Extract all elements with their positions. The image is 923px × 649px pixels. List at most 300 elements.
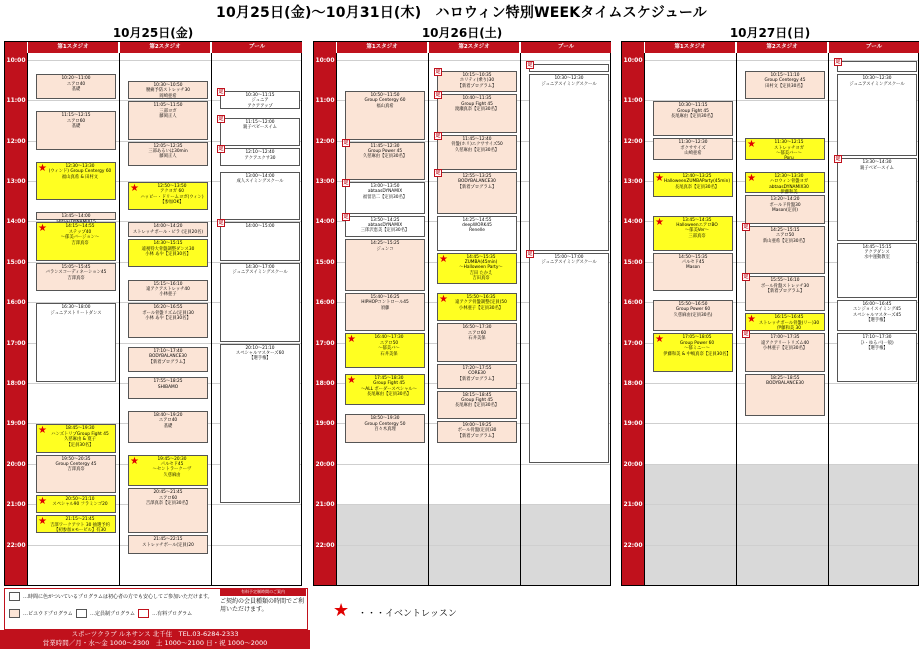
class-text-line: 11:45〜12:40 xyxy=(462,136,492,142)
class-text-line: 【選手権】 xyxy=(866,346,888,352)
capacity-badge-icon: 定 xyxy=(218,146,224,153)
class-text-line: 骨盤(ホリ)エクササイズ50 xyxy=(451,142,503,148)
class-cell[interactable] xyxy=(128,411,208,443)
legend-swatch-white xyxy=(9,592,20,601)
class-text-line: アクアアップ xyxy=(247,103,273,109)
class-text-line: ハッピー・ドリームヨガ(ウィン) xyxy=(140,194,204,200)
class-text-line: 〜郁ミニー〜 xyxy=(684,346,710,352)
class-text-line: 久慈麻由 xyxy=(163,472,181,478)
class-cell[interactable] xyxy=(36,111,116,149)
footer-line-2: 営業時間／月・水〜金 1000〜2300 土 1000〜2100 日・祝 1000〜2000 xyxy=(42,639,268,647)
class-text-line: 【参加OK】 xyxy=(160,200,184,206)
class-cell[interactable] xyxy=(128,455,208,487)
class-cell[interactable] xyxy=(36,222,116,260)
class-text-line: 伊藤和美 30 xyxy=(776,326,802,332)
time-label: 21:00 xyxy=(315,501,335,509)
capacity-badge-icon: 定 xyxy=(435,92,441,99)
class-text-line: 13:50〜14:25 xyxy=(370,217,400,223)
class-cell[interactable] xyxy=(345,374,425,406)
class-cell[interactable] xyxy=(218,115,300,146)
class-text-line: エアロ60 xyxy=(66,118,86,124)
class-text-line: 13:45〜14:35 xyxy=(682,217,712,223)
class-text-line: 13:45〜14:00 xyxy=(61,214,91,220)
class-text-line: 10:30〜10:50 xyxy=(153,82,183,88)
class-cell[interactable] xyxy=(345,91,425,140)
class-text-line: 14:25〜14:55 xyxy=(462,217,492,223)
class-text-line: 15:55〜16:10 xyxy=(770,278,800,284)
class-cell[interactable] xyxy=(128,182,208,210)
class-text-line: 11:15〜12:15 xyxy=(61,113,91,119)
class-text-line: 吉澤真奈 xyxy=(67,467,85,473)
class-text-line: Group Centergy 50 xyxy=(364,421,406,427)
class-text-line: 須藤 xyxy=(380,305,390,311)
class-text-line: 〜ALL ボーダースペシャル〜 xyxy=(360,386,418,392)
class-text-line: Mason xyxy=(686,265,700,271)
class-text-line: 15:50〜16:50 xyxy=(678,301,708,307)
class-text-line: Group Centergy 45 xyxy=(55,462,97,468)
class-text-line: エンジョイスイミング45 xyxy=(852,307,902,313)
capacity-badge-icon: 定 xyxy=(835,156,841,163)
class-text-line: 久慈麻由【定員30名】 xyxy=(454,147,500,153)
class-cell[interactable] xyxy=(837,158,917,240)
capacity-badge-icon: 定 xyxy=(835,58,841,65)
time-label: 11:00 xyxy=(6,97,26,105)
class-cell[interactable] xyxy=(837,300,917,332)
legend-swatch-paid xyxy=(138,609,149,618)
class-cell[interactable] xyxy=(220,263,300,342)
footer-line-1: スポーツクラブ ルネサンス 北千住 TEL.03-6284-2333 xyxy=(71,630,239,638)
class-text-line: ジュンコ xyxy=(376,246,394,252)
time-label: 12:00 xyxy=(315,137,335,145)
class-text-line: 17:55〜18:25 xyxy=(153,379,183,385)
class-text-line: 久慈麻由 & 寛子 xyxy=(64,437,96,443)
time-label: 17:00 xyxy=(315,339,335,347)
legend-row-beginner xyxy=(9,592,213,602)
class-text-line: Group Fight 45 xyxy=(461,398,493,404)
class-text-line: 18:40〜19:20 xyxy=(153,412,183,418)
class-cell[interactable] xyxy=(220,222,300,260)
class-text-line: 吉田 たかえ xyxy=(469,270,493,276)
class-text-line: エアロ50 xyxy=(775,233,795,239)
class-text-line: 〜セントラークーヴ xyxy=(152,467,192,473)
class-cell[interactable] xyxy=(745,276,825,311)
class-text-line: 久慈麻由【定員30名】 xyxy=(362,154,408,160)
class-text-line: 【新着プログラム】 xyxy=(457,433,497,439)
class-text-line: 14:45〜15:35 xyxy=(466,254,496,260)
class-cell[interactable] xyxy=(36,303,116,382)
class-text-line: 10:20〜11:00 xyxy=(61,76,91,82)
event-star-icon: ★ xyxy=(38,516,47,528)
schedule-grid xyxy=(313,41,611,586)
class-text-line: エアロ50 xyxy=(379,340,399,346)
class-cell[interactable] xyxy=(343,213,425,238)
class-text-line: 10:30〜11:15 xyxy=(245,93,275,99)
class-text-line: Group Fight 45 xyxy=(373,381,405,387)
class-text-line: スペシャルマスターズ45 xyxy=(852,312,902,318)
capacity-badge-icon: 定 xyxy=(343,213,349,220)
class-text-line: Group Centergy 45 xyxy=(764,78,806,84)
event-star-icon: ★ xyxy=(655,172,664,184)
event-star-icon: ★ xyxy=(655,216,664,228)
class-text-line: 吉澤真奈【定員30名】 xyxy=(145,501,191,507)
class-text-line: 18:50〜19:30 xyxy=(370,416,400,422)
class-text-line: 百々木真理 xyxy=(374,427,396,433)
class-cell[interactable] xyxy=(343,139,425,180)
class-text-line: 吉澤真奈 xyxy=(71,240,89,246)
class-text-line: 17:00〜17:35 xyxy=(770,335,800,341)
class-text-line: 15:40〜16:25 xyxy=(370,295,400,301)
class-text-line: 腰痛予防ストレッチ30 xyxy=(145,88,191,94)
class-text-line: 16:40〜17:30 xyxy=(374,335,404,341)
class-cell[interactable] xyxy=(437,94,517,132)
schedule-grid xyxy=(621,41,919,586)
class-text-line: スペシャル90 フラミンゴ20 xyxy=(52,502,108,508)
class-text-line: 17:10〜17:30 xyxy=(862,335,892,341)
class-text-line: ジュニアスイミングスクール xyxy=(849,81,905,87)
class-cell[interactable] xyxy=(745,333,825,371)
class-text-line: 長尾真奈【定員30名】 xyxy=(674,184,720,190)
class-text-line: 遠視特大骨盤調整ダンス30 xyxy=(141,246,195,252)
capacity-badge-icon: 定 xyxy=(743,223,749,230)
class-cell[interactable] xyxy=(653,216,733,251)
class-cell[interactable] xyxy=(437,391,517,419)
note-header: 有料予定制時間のご案内 xyxy=(220,588,306,596)
class-cell[interactable] xyxy=(36,74,116,99)
event-star-icon: ★ xyxy=(347,334,356,346)
class-text-line: ボクササイズ xyxy=(680,145,706,151)
class-text-line: 13:00〜14:00 xyxy=(245,173,275,179)
class-text-line: HalloweenエアロBO xyxy=(676,223,718,228)
class-text-line: 吉澤真奈 xyxy=(67,275,85,281)
class-cell[interactable] xyxy=(345,414,425,442)
class-text-line: 〜郁美Ver〜 xyxy=(684,228,710,234)
class-cell[interactable] xyxy=(128,239,208,267)
capacity-badge-icon: 定 xyxy=(527,250,533,257)
class-cell[interactable] xyxy=(128,222,208,237)
class-text-line: abtaasDYNAMIX xyxy=(367,189,403,195)
event-star-icon: ★ xyxy=(38,425,47,437)
time-label: 19:00 xyxy=(623,420,643,428)
class-text-line: deepWORK45 xyxy=(462,223,492,228)
class-cell[interactable] xyxy=(437,293,517,321)
day-header: 10月26日(土) xyxy=(421,26,503,40)
event-star-icon: ★ xyxy=(38,223,47,235)
class-text-line: ストレッチボール・ピラ (定員20名) xyxy=(132,229,204,235)
class-text-line: 14:15〜14:55 xyxy=(65,224,95,230)
class-text-line: 14:30〜15:15 xyxy=(153,241,183,247)
class-cell[interactable] xyxy=(653,172,733,197)
time-label: 13:00 xyxy=(6,177,26,185)
class-cell[interactable] xyxy=(745,313,825,331)
event-star-icon: ★ xyxy=(347,374,356,386)
class-text-line: ホリティ(乗り)30 xyxy=(459,78,495,84)
class-text-line: Poru xyxy=(784,156,794,162)
legend-text-paid: …有料プログラム xyxy=(152,611,193,617)
class-text-line: Mason(定員) xyxy=(772,208,798,214)
class-text-line: バランスコーディネーション45 xyxy=(45,270,107,276)
class-text-line: 13:00〜13:50 xyxy=(370,183,400,189)
class-cell[interactable] xyxy=(837,333,917,382)
class-cell[interactable] xyxy=(745,138,825,160)
column-header: プール xyxy=(212,42,302,53)
class-cell[interactable] xyxy=(837,74,917,156)
class-text-line: 12:55〜13:25 xyxy=(462,173,492,179)
class-text-line: HIPHOPコントロール45 xyxy=(361,300,409,306)
class-cell[interactable] xyxy=(128,303,208,338)
class-cell[interactable] xyxy=(745,172,825,194)
column-header: 第2スタジオ xyxy=(737,42,827,53)
day-panel xyxy=(4,24,302,584)
class-text-line: 吉澤ワークアウト 30 抽選予約 xyxy=(50,522,110,528)
class-cell[interactable] xyxy=(529,64,609,72)
class-text-line: ZUMBA(45min) xyxy=(464,260,498,266)
class-text-line: 16:30〜18:00 xyxy=(61,305,91,311)
legend-text-capacity: …定員制プログラム xyxy=(90,611,135,617)
class-cell[interactable] xyxy=(128,81,208,99)
class-cell[interactable] xyxy=(745,195,825,223)
class-text-line: アクヨガ 60 xyxy=(160,189,184,195)
class-text-line: アクアエクサ30 xyxy=(244,155,276,161)
class-cell[interactable] xyxy=(343,179,425,214)
class-text-line: 14:45〜15:15 xyxy=(862,244,892,250)
class-text-line: 【選手権】 xyxy=(249,356,271,362)
class-cell[interactable] xyxy=(128,101,208,139)
class-text-line: 山崎亜希 xyxy=(684,150,702,156)
class-cell[interactable] xyxy=(653,138,733,160)
class-text-line: 18:25〜18:55 xyxy=(770,375,800,381)
column-header: 第1スタジオ xyxy=(645,42,735,53)
class-cell[interactable] xyxy=(128,488,208,533)
time-label: 18:00 xyxy=(315,379,335,387)
day-header: 10月27日(日) xyxy=(729,26,811,40)
class-cell[interactable] xyxy=(36,212,116,220)
class-text-line: 13:30〜14:30 xyxy=(862,160,892,166)
class-text-line: アクアダンス xyxy=(864,249,890,255)
class-cell[interactable] xyxy=(527,250,609,463)
column-header: プール xyxy=(829,42,919,53)
event-star-icon: ★ xyxy=(655,334,664,346)
class-text-line: ジュニアスイミングスクール xyxy=(232,270,288,276)
class-cell[interactable] xyxy=(220,344,300,504)
time-label: 19:00 xyxy=(315,420,335,428)
class-text-line: BODYBALANCE30 xyxy=(766,381,804,387)
time-label: 19:00 xyxy=(6,420,26,428)
class-text-line: 10:30〜12:30 xyxy=(554,76,584,82)
class-text-line: ストレッチヨガ xyxy=(773,145,805,151)
class-text-line: 14:25〜15:25 xyxy=(370,241,400,247)
class-cell[interactable] xyxy=(128,347,208,372)
column-header: 第2スタジオ xyxy=(429,42,519,53)
class-cell[interactable] xyxy=(128,280,208,302)
class-cell[interactable] xyxy=(529,74,609,250)
capacity-badge-icon: 定 xyxy=(527,62,533,69)
class-cell[interactable] xyxy=(435,132,517,170)
class-text-line: 11:30〜12:30 xyxy=(678,140,708,146)
class-text-line: 〜Halloween Party〜 xyxy=(459,265,503,271)
capacity-badge-icon: 定 xyxy=(343,179,349,186)
class-cell[interactable] xyxy=(36,162,116,200)
day-panel xyxy=(621,24,919,584)
capacity-badge-icon: 定 xyxy=(435,132,441,139)
class-text-line: 19:00〜19:25 xyxy=(462,422,492,428)
class-cell[interactable] xyxy=(743,223,825,275)
class-text-line: 福留浩二【定員30名】 xyxy=(362,194,408,200)
event-legend-label: ・・・イベントレッスン xyxy=(358,609,457,619)
capacity-badge-icon: 定 xyxy=(343,139,349,146)
class-text-line: 【新着プログラム】 xyxy=(765,289,805,294)
class-text-line: 小林亜子【定員30名】 xyxy=(458,305,504,311)
class-text-line: 11:30〜12:15 xyxy=(774,140,804,146)
class-text-line: 基礎 xyxy=(163,423,173,429)
event-star-icon: ★ xyxy=(333,600,350,621)
class-cell[interactable] xyxy=(653,101,733,136)
class-cell[interactable] xyxy=(128,142,208,167)
event-star-icon: ★ xyxy=(439,253,448,265)
time-column xyxy=(314,42,336,585)
class-text-line: 遠アクア骨盤調整(定員)50 xyxy=(455,300,507,306)
time-label: 11:00 xyxy=(315,97,335,105)
class-cell[interactable] xyxy=(435,68,517,93)
legend-swatch-peach xyxy=(9,609,20,618)
time-label: 17:00 xyxy=(623,339,643,347)
schedule-grid xyxy=(4,41,302,586)
class-text-line: 21:45〜22:15 xyxy=(153,537,183,543)
capacity-badge-icon: 定 xyxy=(743,274,749,281)
legend-text-beginner: …時間に色がついているプログラムは初心者の方でも安心してご参加いただけます。 xyxy=(23,594,213,600)
class-cell[interactable] xyxy=(653,253,733,291)
class-text-line: 16:20〜16:55 xyxy=(153,305,183,311)
class-text-line: 久慈麻由(定員30名) xyxy=(673,312,713,318)
class-text-line: 石井美保 xyxy=(468,336,486,342)
class-text-line: 16:00〜16:45 xyxy=(862,301,892,307)
class-cell[interactable] xyxy=(36,455,116,493)
time-label: 14:00 xyxy=(6,218,26,226)
class-text-line: ひ・ゆるパ(一般) xyxy=(860,340,894,346)
class-text-line: 田村文【定員30名】 xyxy=(765,83,805,89)
page-title: 10月25日(金)〜10月31日(木) ハロウィン特別WEEKタイムスケジュール xyxy=(216,5,707,21)
class-text-line: ハンズトリプGroup Fight 45 xyxy=(51,431,109,437)
class-text-line: 【定員30名】 xyxy=(66,442,94,448)
time-label: 16:00 xyxy=(315,299,335,307)
class-cell[interactable] xyxy=(36,424,116,452)
class-text-line: 三部真奈 xyxy=(688,233,706,239)
time-label: 11:00 xyxy=(623,97,643,105)
class-text-line: 15:50〜16:35 xyxy=(466,295,496,301)
class-text-line: ジュニアストリートダンス xyxy=(50,310,102,316)
class-text-line: Group Fight 45 xyxy=(677,108,709,114)
class-cell[interactable] xyxy=(437,323,517,361)
class-text-line: CORE30 xyxy=(468,371,486,377)
class-cell[interactable] xyxy=(345,293,425,331)
class-cell[interactable] xyxy=(437,364,517,389)
class-text-line: 10:15〜11:10 xyxy=(770,72,800,78)
class-cell[interactable] xyxy=(220,91,300,109)
time-label: 12:00 xyxy=(6,137,26,145)
class-text-line: 【新着プログラム】 xyxy=(457,184,497,190)
class-text-line: ボール骨盤リズム(定員)30 xyxy=(142,310,194,316)
class-text-line: abtaasDYNAMIX xyxy=(367,223,403,228)
class-cell[interactable] xyxy=(128,377,208,399)
class-text-line: 〜郁美バー〜 xyxy=(776,150,802,156)
capacity-badge-icon: 定 xyxy=(743,331,749,338)
class-text-line: 新山亜希【定員30名】 xyxy=(762,238,808,244)
capacity-badge-icon: 定 xyxy=(435,68,441,75)
class-text-line: 遠アクアリートリズム40 xyxy=(760,340,810,346)
event-star-icon: ★ xyxy=(747,172,756,184)
class-text-line: 遠アクアストレッチ40 xyxy=(146,286,190,292)
time-label: 22:00 xyxy=(315,541,335,549)
class-text-line: エアロ40 xyxy=(66,81,86,87)
class-text-line: 渡瀬真奈【定員30名】 xyxy=(454,107,500,113)
class-text-line: ストレッチボール骨盤(リー)30 xyxy=(758,320,820,326)
class-cell[interactable] xyxy=(837,243,917,298)
class-cell[interactable] xyxy=(437,216,517,251)
class-text-line: 10:15〜10:35 xyxy=(462,72,492,78)
class-text-line: 10:40〜11:35 xyxy=(462,96,492,102)
column-header: 第2スタジオ xyxy=(120,42,210,53)
class-text-line: 〜郁美バ〜 xyxy=(378,346,400,352)
class-text-line: Group Centergy 60 xyxy=(364,98,406,104)
class-text-line: 【新着プログラム】 xyxy=(457,83,497,89)
class-cell[interactable] xyxy=(437,421,517,443)
class-text-line: 【選手権】 xyxy=(866,317,888,323)
class-text-line: 20:45〜21:45 xyxy=(153,490,183,496)
class-text-line: Renelle xyxy=(469,228,485,234)
class-cell[interactable] xyxy=(437,253,517,285)
class-text-line: 10:30〜11:15 xyxy=(678,103,708,109)
class-cell[interactable] xyxy=(220,172,300,221)
time-label: 10:00 xyxy=(623,56,643,64)
event-star-icon: ★ xyxy=(439,294,448,306)
legend-swatch-capacity xyxy=(76,609,87,618)
time-label: 20:00 xyxy=(623,460,643,468)
class-cell[interactable] xyxy=(835,58,917,72)
class-cell[interactable] xyxy=(653,333,733,371)
class-cell[interactable] xyxy=(345,333,425,368)
class-text-line: 14:00〜14:20 xyxy=(153,224,183,230)
class-text-line: ジュニアスイミングスクール xyxy=(541,81,597,87)
class-text-line: ステップ40 xyxy=(68,229,92,235)
class-cell[interactable] xyxy=(345,239,425,291)
class-cell[interactable] xyxy=(36,263,116,291)
time-label: 16:00 xyxy=(623,299,643,307)
class-text-line: 12:50〜13:50 xyxy=(157,183,187,189)
time-label: 15:00 xyxy=(623,258,643,266)
event-star-icon: ★ xyxy=(747,139,756,151)
class-cell[interactable] xyxy=(435,169,517,214)
class-cell[interactable] xyxy=(745,71,825,99)
class-text-line: 14:30〜17:00 xyxy=(245,264,275,270)
class-cell[interactable] xyxy=(653,300,733,332)
class-text-line: 17:05〜18:05 xyxy=(682,335,712,341)
class-text-line: 長尾麻由【定員30名】 xyxy=(454,403,500,409)
class-cell[interactable] xyxy=(128,535,208,553)
class-cell[interactable] xyxy=(220,148,300,166)
class-text-line: 岡崎亜希 xyxy=(159,93,177,99)
time-label: 21:00 xyxy=(6,501,26,509)
class-text-line: 18:45〜19:30 xyxy=(65,426,95,432)
class-text-line: 成人スイミングスクール xyxy=(236,179,284,185)
class-cell[interactable] xyxy=(36,495,116,513)
class-text-line: 福山真希 & 田村文 xyxy=(61,174,99,180)
class-text-line: 10:30〜12:30 xyxy=(862,76,892,82)
class-cell[interactable] xyxy=(745,374,825,416)
time-label: 15:00 xyxy=(315,258,335,266)
class-cell[interactable] xyxy=(36,515,116,533)
class-text-line: ボールド骨盤30 xyxy=(769,202,801,208)
time-label: 15:00 xyxy=(6,258,26,266)
class-text-line: 親子ベビースイム xyxy=(860,165,894,171)
